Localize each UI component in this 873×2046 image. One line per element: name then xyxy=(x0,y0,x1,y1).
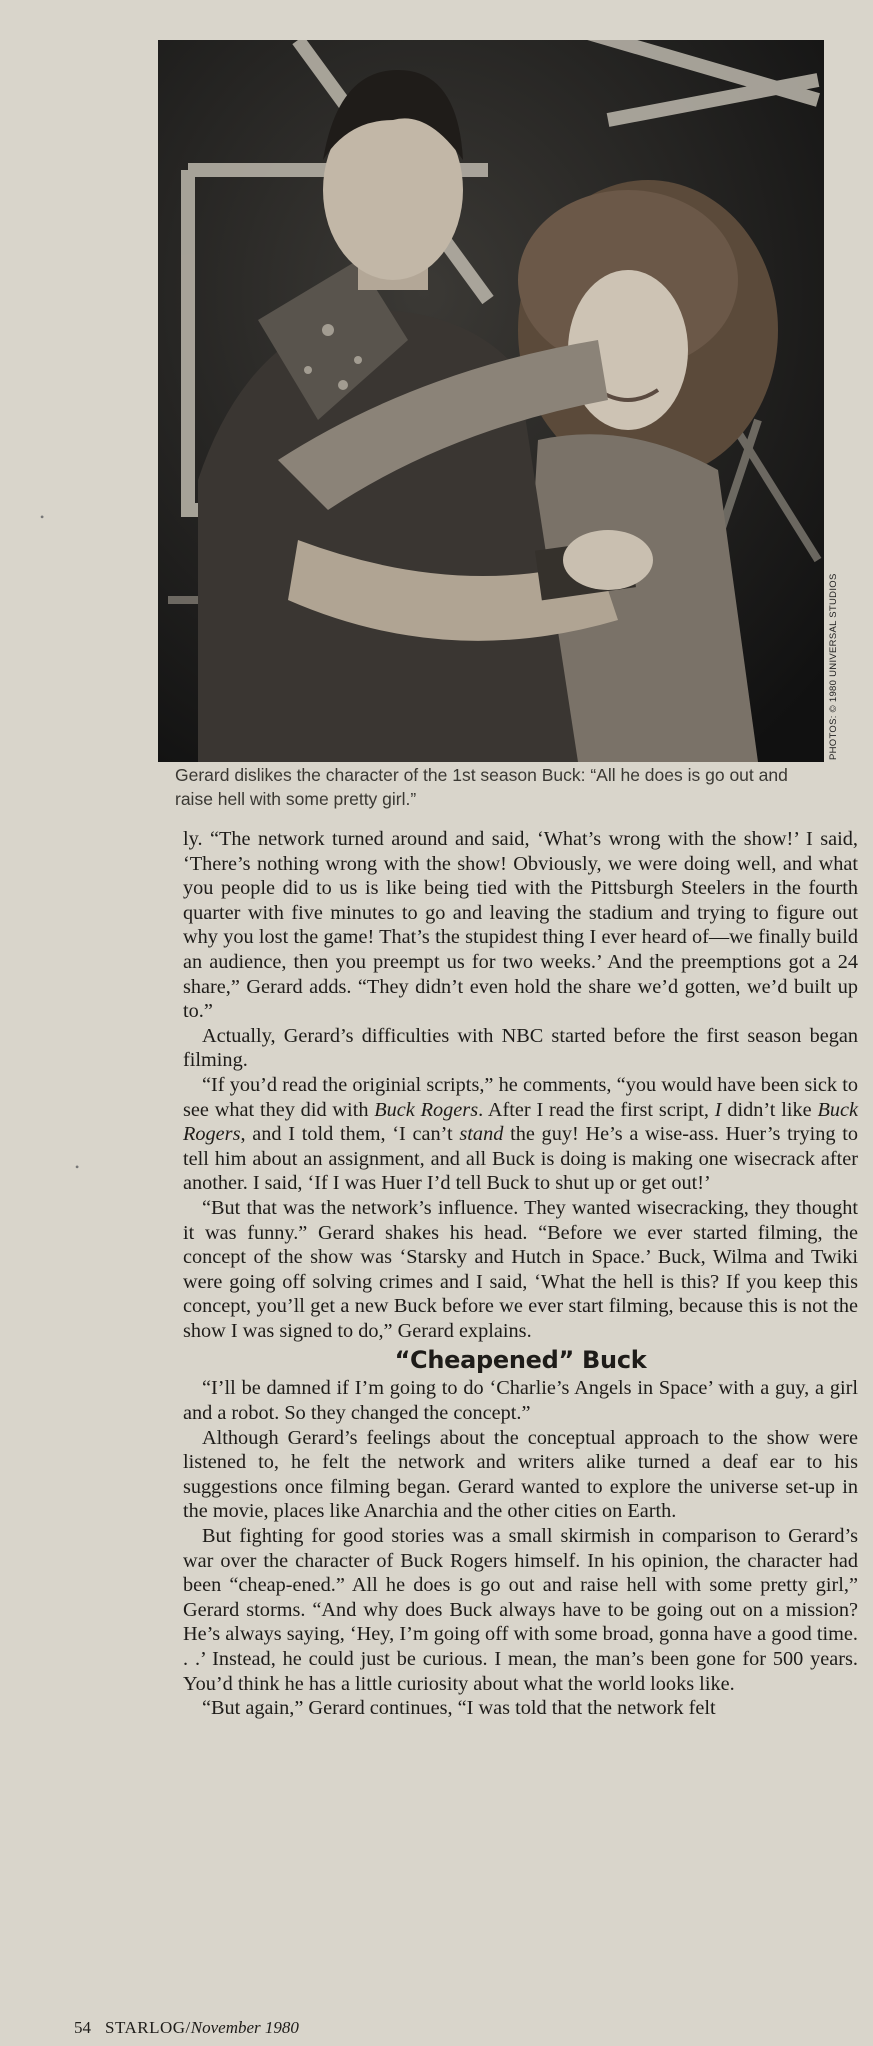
paragraph: Although Gerard’s feelings about the conceptual approach to the show were listened to, he felt the network and writers alike turned a deaf ear to his suggestions once filming began. Gerard wanted to explore the universe set-up in the movie, places like Anarchia and the other cities on Earth. xyxy=(183,1426,858,1523)
photo-illustration xyxy=(158,40,824,762)
text-run: “If you’d read the originial scripts,” he comments, “you would have been sick to see what they did with xyxy=(183,1073,858,1121)
italic-title: Buck Rogers xyxy=(183,1098,859,1146)
page-footer xyxy=(74,2018,299,2038)
text-run: didn’t like xyxy=(721,1098,818,1121)
paragraph: But fighting for good stories was a small skirmish in comparison to Gerard’s war over the character of Buck Rogers himself. In his opinion, the character had been “cheap-ened.” All he does is go out and raise hell with some pretty girl,” Gerard storms. “And why does Buck always have to be going out on a mission? He’s always saying, ‘Hey, I’m going off with some broad, gonna have a good time. . .’ Instead, he could just be curious. I mean, the man’s been gone for 500 years. You’d think he has a little curiosity about what the world looks like. xyxy=(183,1525,858,1695)
section-subhead: “Cheapened” Buck xyxy=(394,1346,647,1375)
paragraph: “But that was the network’s influence. They wanted wisecracking, they thought it was funny.” Gerard shakes his head. “Before we ever started filming, the concept of the show was ‘Starsky and Hutch in Space.’ Buck, Wilma and Twiki were going off solving crimes and I said, ‘What the hell is this? If you keep this concept, you’ll get a new Buck before we ever start filming, because this is not the show I was signed to do,” Gerard explains. xyxy=(183,1196,858,1342)
article-body xyxy=(183,827,858,1721)
italic-title: Buck Rogers xyxy=(374,1098,479,1121)
photo-caption: Gerard dislikes the character of the 1st season Buck: “All he does is go out and raise hell with some pretty girl.” xyxy=(175,765,788,809)
paragraph: “But again,” Gerard continues, “I was told that the network felt xyxy=(202,1697,716,1720)
text-run: , and I told them, ‘I can’t xyxy=(240,1123,460,1146)
issue-date: November 1980 xyxy=(190,2018,299,2037)
italic-word: I xyxy=(714,1098,722,1121)
print-speck: • xyxy=(75,1160,80,1174)
publicity-photo xyxy=(158,40,824,762)
photo-credit: PHOTOS: © 1980 UNIVERSAL STUDIOS xyxy=(828,573,839,760)
paragraph: ly. “The network turned around and said, ‘What’s wrong with the show!’ I said, ‘There’s nothing wrong with the show! Obviously, we were doing well, and what you people did to us is like being tied with the Pittsburgh Steelers in the fourth quarter with five minutes to go and leaving the stadium and trying to figure out why you lost the game! That’s the stupidest thing I ever heard of—we finally build an audience, then you preempt us for two weeks.’ And the preemptions got a 24 share,” Gerard adds. “They didn’t even hold the share we’d gotten, we’d built up to.” xyxy=(183,828,858,1023)
print-speck: • xyxy=(40,510,45,524)
paragraph: “I’ll be damned if I’m going to do ‘Charlie’s Angels in Space’ with a guy, a girl and a robot. So they changed the concept.” xyxy=(183,1377,858,1425)
italic-word: stand xyxy=(459,1123,504,1146)
paragraph xyxy=(183,1073,858,1196)
page-number: 54 xyxy=(74,2018,91,2037)
magazine-name: STARLOG/ xyxy=(105,2018,191,2037)
paragraph: Actually, Gerard’s difficulties with NBC started before the first season began filming. xyxy=(183,1024,858,1072)
text-run: . After I read the first script, xyxy=(478,1098,715,1121)
text-run: the guy! He’s a wise-ass. Huer’s trying to tell him about an assignment, and all Buck is doing is making one wisecrack after another. I said, ‘If I was Huer I’d tell Buck to shut up or get out!’ xyxy=(183,1123,858,1195)
